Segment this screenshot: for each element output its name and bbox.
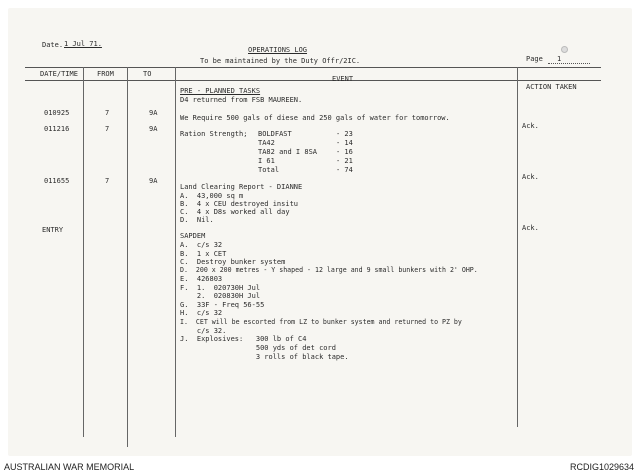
event-line: 2. 020830H Jul — [180, 292, 261, 300]
strength-name: TA42 — [258, 139, 275, 147]
event-line: 500 yds of det cord — [180, 344, 336, 352]
strength-value: - 16 — [336, 148, 353, 156]
strength-name: TA82 and I 8SA — [258, 148, 318, 156]
event-line: PRE - PLANNED TASKS — [180, 87, 261, 95]
footer-credit: AUSTRALIAN WAR MEMORIAL — [4, 462, 135, 472]
event-line: D. Nil. — [180, 216, 214, 224]
event-line: SAPDEM — [180, 232, 206, 240]
footer-id: RCDIG1029634 — [569, 462, 634, 472]
strength-name: Total — [258, 166, 280, 174]
col-header-event: EVENT — [332, 75, 354, 83]
row-action: Ack. — [522, 122, 539, 130]
row-time: 010925 — [44, 109, 70, 117]
event-line: D4 returned from FSB MAUREEN. — [180, 96, 303, 104]
page-dots — [548, 63, 590, 64]
event-line: We Require 500 gals of diese and 250 gals of water for tomorrow. — [180, 114, 450, 122]
event-line: I. CET will be escorted from LZ to bunker system and returned to PZ by — [180, 318, 462, 326]
event-line: B. 4 x CEU destroyed insitu — [180, 200, 299, 208]
row-action: Ack. — [522, 173, 539, 181]
col-divider-2 — [127, 67, 128, 447]
event-line: 3 rolls of black tape. — [180, 353, 349, 361]
col-divider-3 — [175, 67, 176, 437]
date-label: Date. — [42, 41, 64, 49]
strength-value: - 23 — [336, 130, 353, 138]
col-header-from: FROM — [97, 70, 114, 78]
event-line: E. 426803 — [180, 275, 223, 283]
event-line: Land Clearing Report - DIANNE — [180, 183, 303, 191]
event-line: F. 1. 020730H Jul — [180, 284, 261, 292]
date-value: 1 Jul 71. — [64, 40, 102, 48]
punch-hole — [561, 46, 568, 53]
strength-name: I 61 — [258, 157, 275, 165]
event-line: C. Destroy bunker system — [180, 258, 286, 266]
row-to: 9A — [149, 125, 158, 133]
row-action: Ack. — [522, 224, 539, 232]
row-time: ENTRY — [42, 226, 64, 234]
event-line: G. 33F - Freq 56-55 — [180, 301, 265, 309]
strength-value: - 14 — [336, 139, 353, 147]
row-time: 011655 — [44, 177, 70, 185]
event-line: J. Explosives: 300 lb of C4 — [180, 335, 307, 343]
event-label: Ration Strength; — [180, 130, 248, 138]
event-line: D. 200 x 200 metres - Y shaped - 12 large and 9 small bunkers with 2' OHP. — [180, 266, 478, 274]
event-line: A. 43,000 sq m — [180, 192, 244, 200]
col-header-action: ACTION TAKEN — [526, 83, 577, 91]
strength-value: - 74 — [336, 166, 353, 174]
table-header-rule — [25, 80, 601, 81]
event-line: A. c/s 32 — [180, 241, 223, 249]
event-line: c/s 32. — [180, 327, 227, 335]
log-subtitle: To be maintained by the Duty Offr/2IC. — [200, 57, 361, 65]
col-header-date: DATE/TIME — [40, 70, 78, 78]
row-from: 7 — [105, 177, 110, 185]
page-label: Page — [526, 55, 543, 63]
row-time: 011216 — [44, 125, 70, 133]
col-header-to: TO — [143, 70, 152, 78]
event-line: H. c/s 32 — [180, 309, 223, 317]
page-value: 1 — [557, 55, 562, 63]
row-to: 9A — [149, 177, 158, 185]
col-divider-4 — [517, 67, 518, 427]
strength-name: BOLDFAST — [258, 130, 292, 138]
event-line: C. 4 x D8s worked all day — [180, 208, 290, 216]
table-top-rule — [25, 67, 601, 68]
row-to: 9A — [149, 109, 158, 117]
log-title: OPERATIONS LOG — [248, 46, 308, 54]
row-from: 7 — [105, 109, 110, 117]
row-from: 7 — [105, 125, 110, 133]
strength-value: - 21 — [336, 157, 353, 165]
event-line: B. 1 x CET — [180, 250, 227, 258]
col-divider-1 — [83, 67, 84, 437]
